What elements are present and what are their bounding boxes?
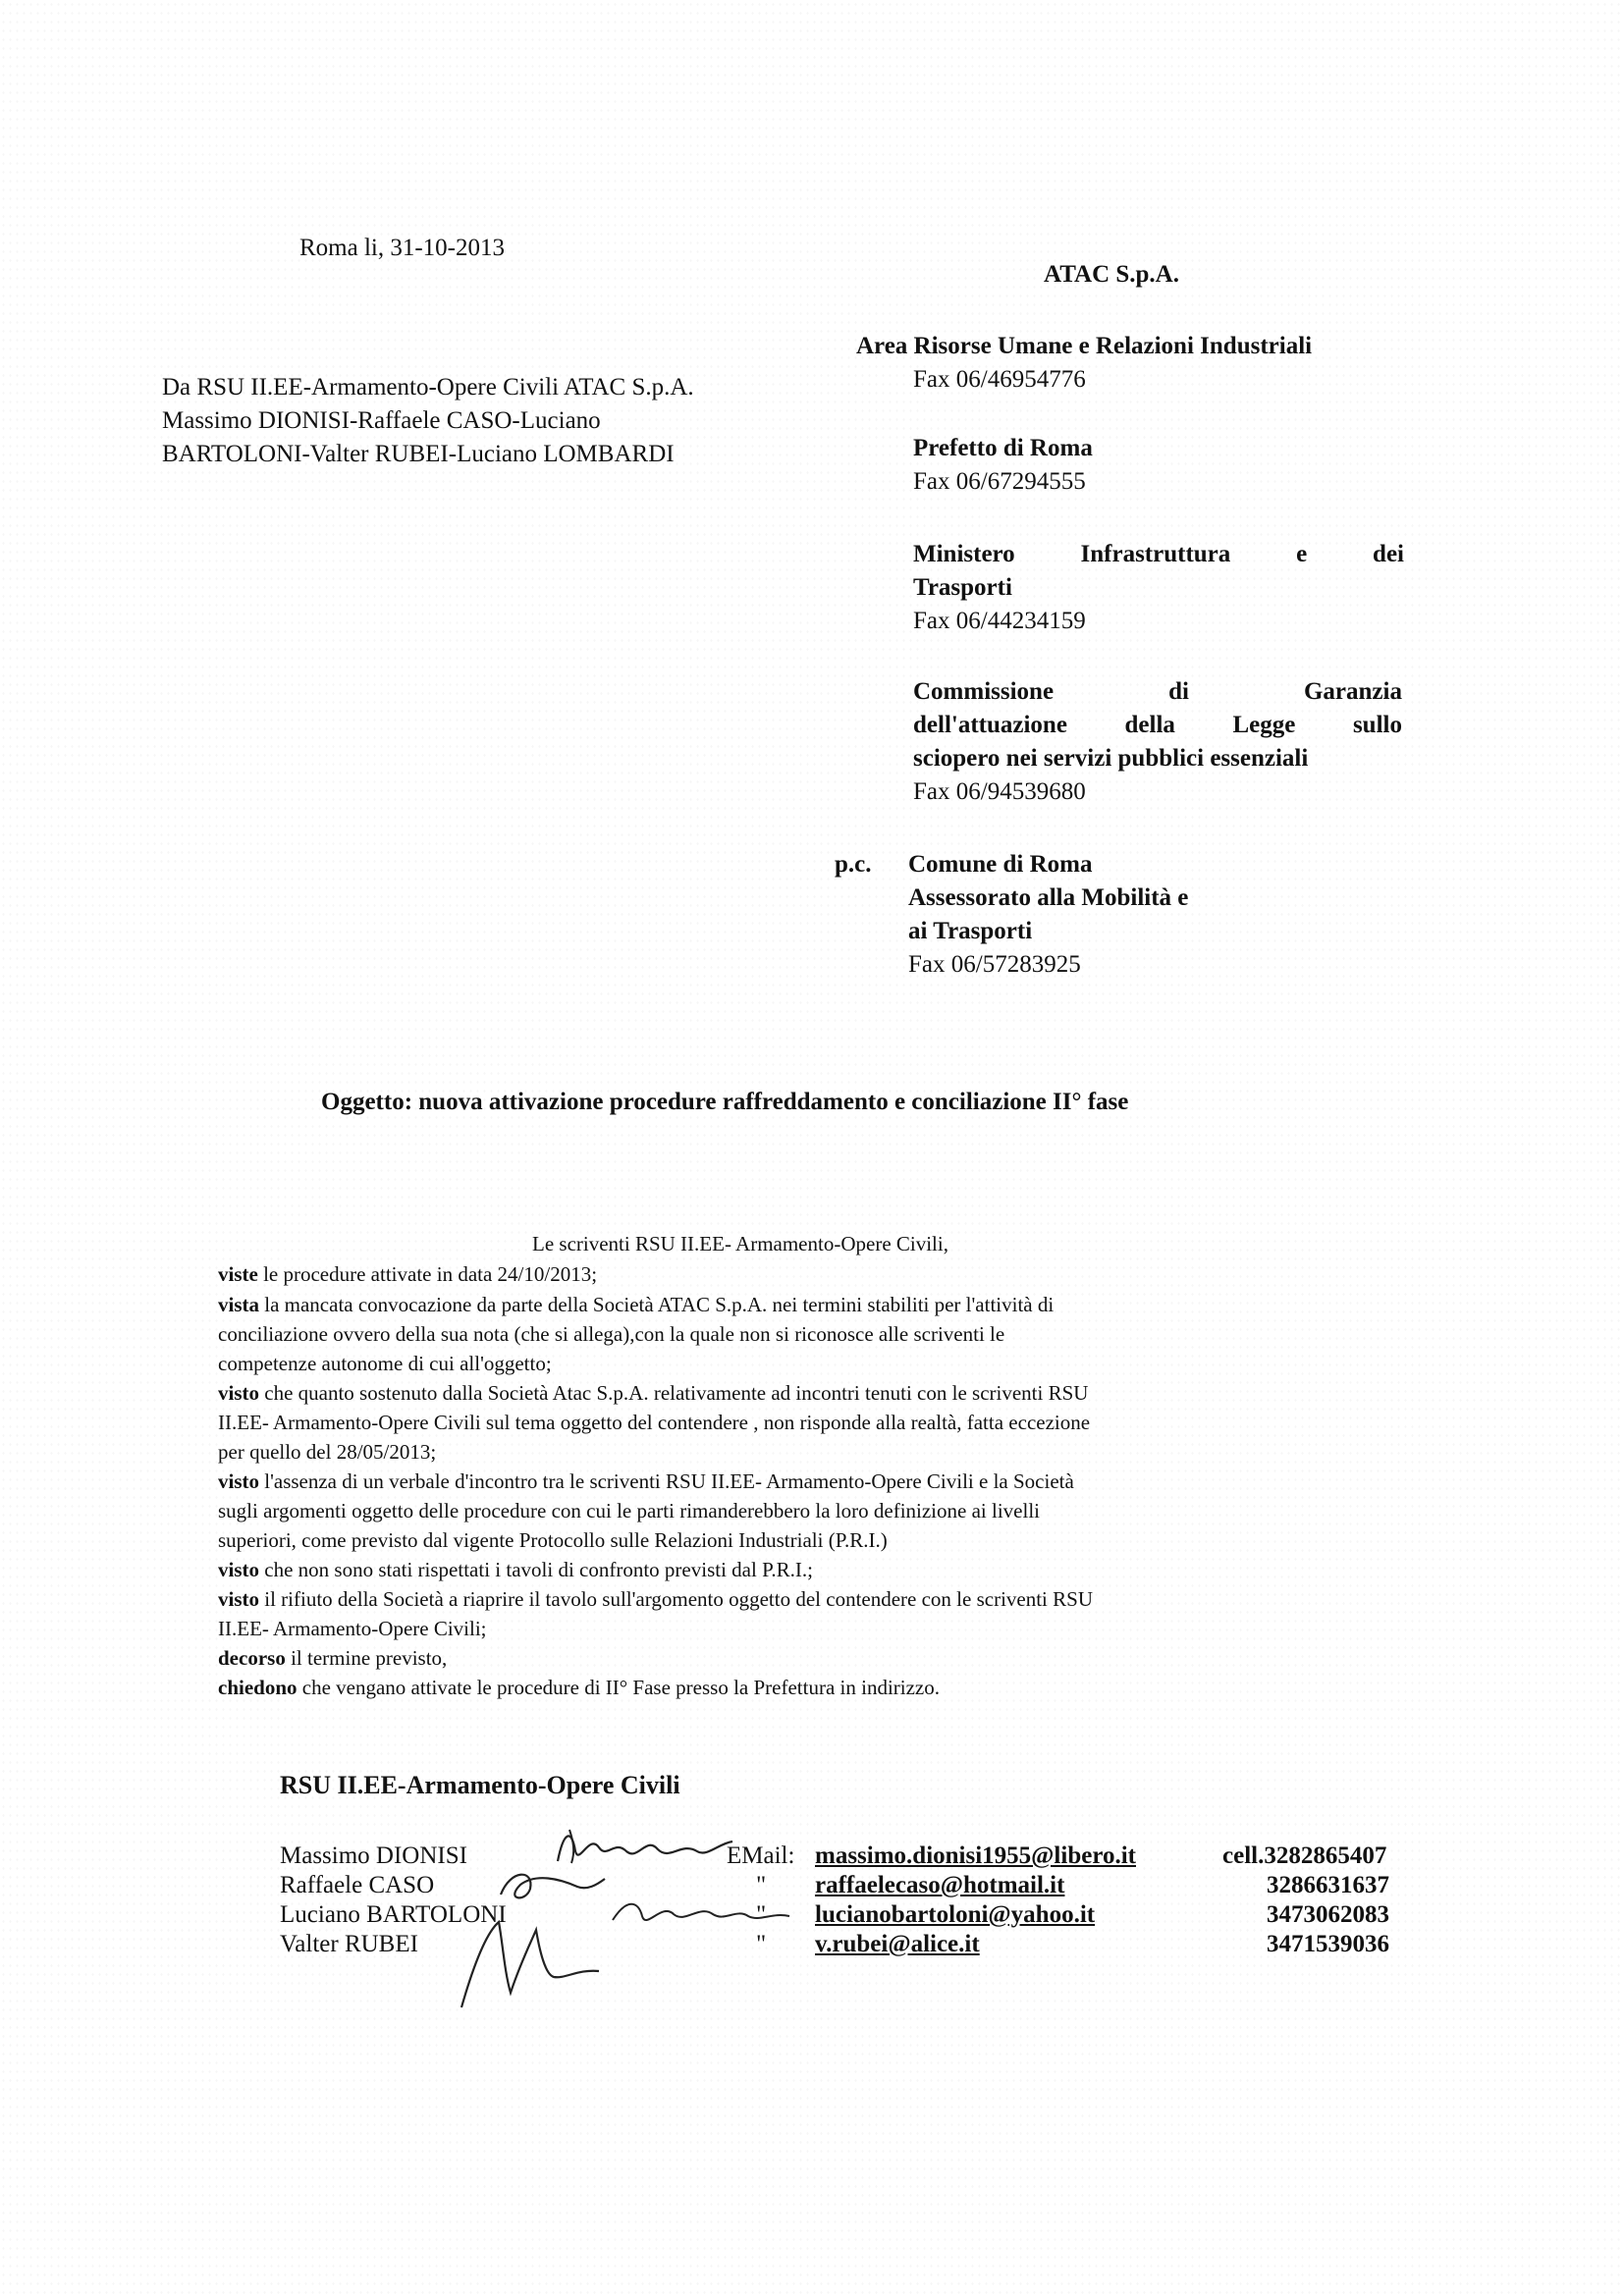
body-line-2 <box>218 1290 1054 1320</box>
body-opening: Le scriventi RSU II.EE- Armamento-Opere Civili, <box>532 1232 948 1255</box>
signer-4-email-link[interactable]: v.rubei@alice.it <box>815 1931 980 1957</box>
body-text-8: l'assenza di un verbale d'incontro tra le scriventi RSU II.EE- Armamento-Opere Civili e la Società <box>264 1469 1074 1493</box>
recipient-4-word5: della <box>1124 712 1175 738</box>
recipient-2-fax: Fax 06/67294555 <box>913 468 1086 495</box>
body-keyword-12: visto <box>218 1587 259 1611</box>
recipient-1-fax: Fax 06/46954776 <box>913 366 1086 393</box>
body-keyword-5: visto <box>218 1381 259 1405</box>
body-text-11: che non sono stati rispettati i tavoli di confronto previsti dal P.R.I.; <box>264 1558 814 1581</box>
body-line-6: II.EE- Armamento-Opere Civili sul tema oggetto del contendere , non risponde alla realtà, fatta eccezione <box>218 1411 1091 1434</box>
body-keyword-14: decorso <box>218 1646 286 1670</box>
cc-recipient-line2: Assessorato alla Mobilità e <box>908 884 1189 911</box>
handwritten-signature-4 <box>452 1914 609 2012</box>
body-line-12 <box>218 1584 1093 1615</box>
body-keyword-11: visto <box>218 1558 259 1581</box>
recipient-3-fax: Fax 06/44234159 <box>913 608 1086 634</box>
body-line-15 <box>218 1673 940 1703</box>
recipient-1-name: Area Risorse Umane e Relazioni Industriali <box>856 333 1313 359</box>
letter-date: Roma li, 31-10-2013 <box>299 235 506 261</box>
handwritten-signature-2 <box>491 1865 609 1904</box>
body-line-1 <box>218 1259 597 1290</box>
cc-recipient-fax: Fax 06/57283925 <box>908 951 1081 978</box>
recipient-3-word2: Infrastruttura <box>1080 541 1231 567</box>
body-line-3: conciliazione ovvero della sua nota (che si allega),con la quale non si riconosce alle scriventi le <box>218 1322 1005 1346</box>
recipient-4-word2: di <box>1168 678 1189 705</box>
body-text-2: la mancata convocazione da parte della Società ATAC S.p.A. nei termini stabiliti per l'attività di <box>264 1293 1055 1316</box>
body-line-5 <box>218 1378 1088 1409</box>
recipient-3-word4: dei <box>1373 541 1404 567</box>
signer-4-phone: 3471539036 <box>1267 1931 1389 1957</box>
signer-3-email-link[interactable]: lucianobartoloni@yahoo.it <box>815 1901 1096 1928</box>
body-line-10: superiori, come previsto dal vigente Protocollo sulle Relazioni Industriali (P.R.I.) <box>218 1528 888 1552</box>
sender-line-3: BARTOLONI-Valter RUBEI-Luciano LOMBARDI <box>162 441 675 467</box>
recipient-3-word1: Ministero <box>913 541 1015 567</box>
body-keyword-2: vista <box>218 1293 259 1316</box>
ditto-mark-1: " <box>756 1872 767 1898</box>
signer-1-email-link[interactable]: massimo.dionisi1955@libero.it <box>815 1842 1136 1869</box>
recipient-3-name-line2: Trasporti <box>913 574 1012 601</box>
email-label: EMail: <box>727 1842 795 1869</box>
body-text-12: il rifiuto della Società a riaprire il tavolo sull'argomento oggetto del contendere con le scriventi RSU <box>264 1587 1093 1611</box>
handwritten-signature-3 <box>609 1891 795 1932</box>
signature-heading: RSU II.EE-Armamento-Opere Civili <box>280 1771 680 1799</box>
sender-line-1: Da RSU II.EE-Armamento-Opere Civili ATAC S.p.A. <box>162 374 694 400</box>
body-line-13: II.EE- Armamento-Opere Civili; <box>218 1617 487 1640</box>
body-line-7: per quello del 28/05/2013; <box>218 1440 437 1464</box>
recipient-4-line3: sciopero nei servizi pubblici essenziali <box>913 745 1309 772</box>
recipient-3-name-line1 <box>913 538 1404 571</box>
handwritten-signature-1 <box>550 1822 736 1869</box>
signer-4-name: Valter RUBEI <box>280 1931 418 1957</box>
signer-1-phone: cell.3282865407 <box>1222 1842 1387 1869</box>
recipient-2-name: Prefetto di Roma <box>913 435 1093 461</box>
recipient-4-word6: Legge <box>1232 712 1296 738</box>
body-text-5: che quanto sostenuto dalla Società Atac S.p.A. relativamente ad incontri tenuti con le scriventi RSU <box>264 1381 1089 1405</box>
body-line-4: competenze autonome di cui all'oggetto; <box>218 1352 552 1375</box>
cc-recipient-line1: Comune di Roma <box>908 851 1093 878</box>
recipient-4-word3: Garanzia <box>1303 678 1402 705</box>
body-text-15: che vengano attivate le procedure di II° Fase presso la Prefettura in indirizzo. <box>301 1676 940 1699</box>
body-text-14: il termine previsto, <box>291 1646 448 1670</box>
signer-3-name: Luciano BARTOLONI <box>280 1901 507 1928</box>
body-keyword-8: visto <box>218 1469 259 1493</box>
recipient-4-line2 <box>913 709 1402 742</box>
recipient-4-word4: dell'attuazione <box>913 712 1067 738</box>
signer-2-phone: 3286631637 <box>1267 1872 1389 1898</box>
sender-line-2: Massimo DIONISI-Raffaele CASO-Luciano <box>162 407 601 434</box>
cc-recipient-line3: ai Trasporti <box>908 918 1033 944</box>
body-line-11 <box>218 1555 813 1585</box>
recipient-4-fax: Fax 06/94539680 <box>913 778 1086 805</box>
recipient-3-word3: e <box>1296 541 1308 567</box>
recipient-4-word7: sullo <box>1352 712 1402 738</box>
recipient-4-line1 <box>913 675 1402 709</box>
ditto-mark-3: " <box>756 1931 767 1957</box>
signer-2-name: Raffaele CASO <box>280 1872 435 1898</box>
body-line-8 <box>218 1467 1074 1497</box>
subject-line: Oggetto: nuova attivazione procedure raffreddamento e conciliazione II° fase <box>321 1089 1129 1115</box>
recipient-4-word1: Commissione <box>913 678 1055 705</box>
body-text-1: le procedure attivate in data 24/10/2013; <box>263 1262 598 1286</box>
signer-1-name: Massimo DIONISI <box>280 1842 467 1869</box>
signer-3-phone: 3473062083 <box>1267 1901 1389 1928</box>
body-keyword-1: viste <box>218 1262 258 1286</box>
signer-2-email-link[interactable]: raffaelecaso@hotmail.it <box>815 1872 1065 1898</box>
recipient-company: ATAC S.p.A. <box>1044 261 1179 288</box>
ditto-mark-2: " <box>756 1901 767 1928</box>
body-keyword-15: chiedono <box>218 1676 298 1699</box>
body-line-9: sugli argomenti oggetto delle procedure con cui le parti rimanderebbero la loro definizione ai livelli <box>218 1499 1040 1522</box>
body-line-14 <box>218 1643 447 1674</box>
cc-label: p.c. <box>835 851 872 878</box>
